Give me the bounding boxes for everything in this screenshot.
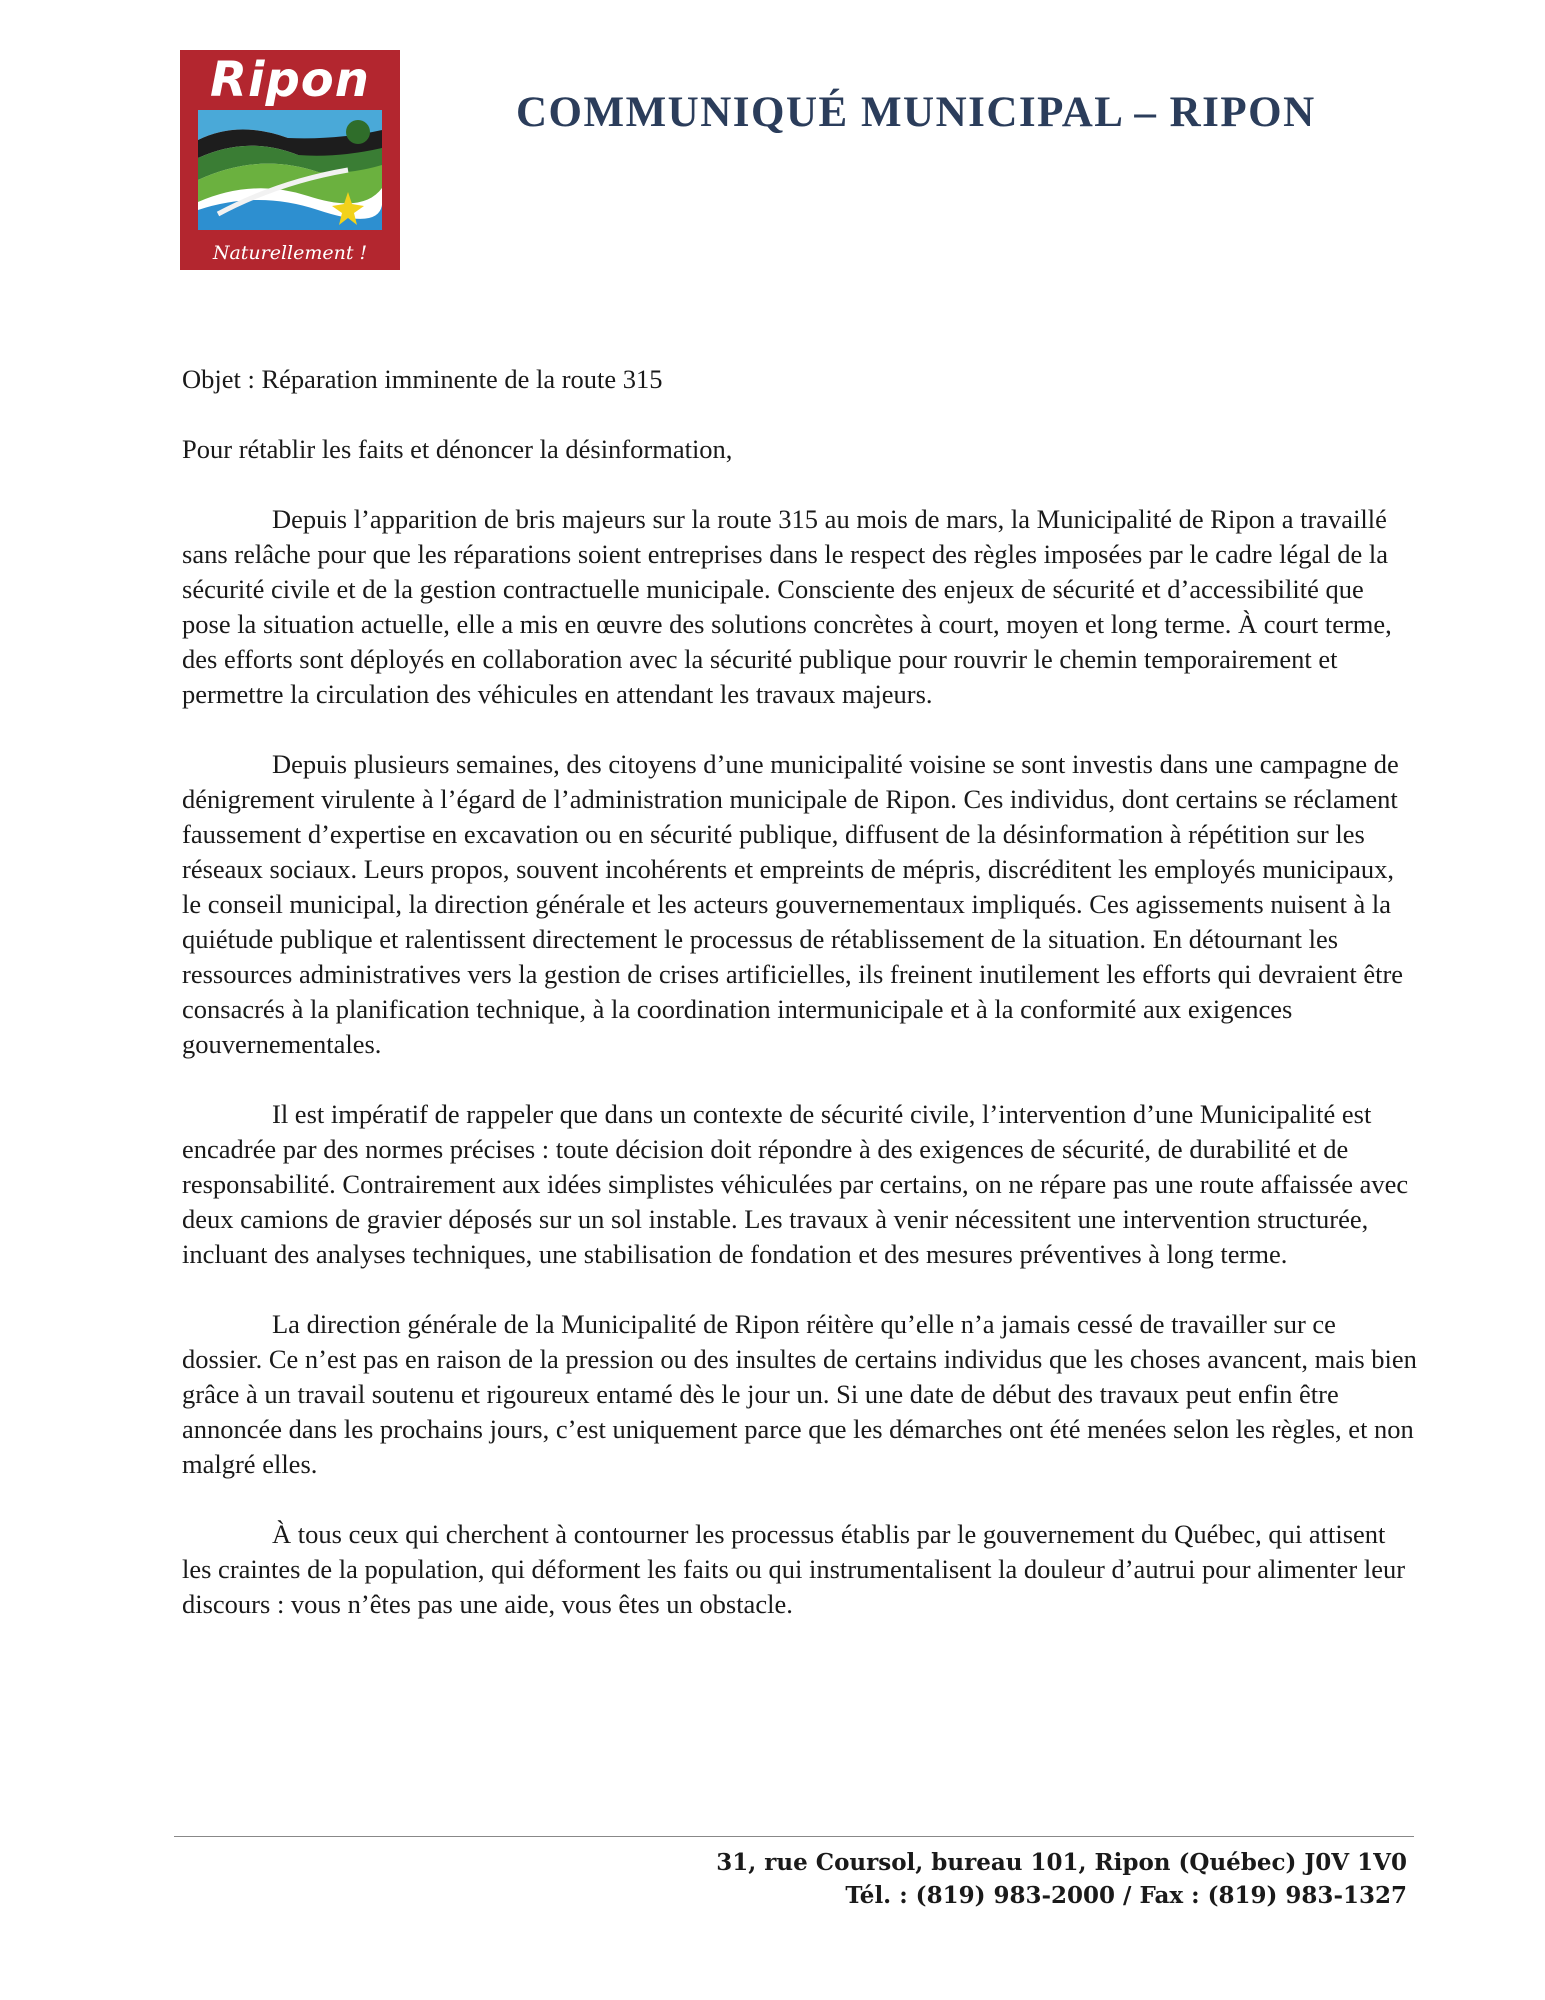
footer-contact [716, 1846, 1407, 1912]
footer-divider [174, 1836, 1414, 1837]
letter-paragraph: À tous ceux qui cherchent à contourner les processus établis par le gouvernement du Québec, qui attisent les craintes de la population, qui déforment les faits ou qui instrumentalisent la douleur d’autrui pour alimenter leur discours : vous n’êtes pas une aide, vous êtes un obstacle. [182, 1519, 1406, 1619]
logo-title: Ripon [210, 52, 370, 108]
letter-salutation: Pour rétablir les faits et dénoncer la désinformation, [182, 434, 733, 464]
page-title: COMMUNIQUÉ MUNICIPAL – RIPON [516, 89, 1316, 136]
municipal-logo [180, 50, 400, 270]
letter-paragraph: La direction générale de la Municipalité de Ripon réitère qu’elle n’a jamais cessé de travailler sur ce dossier. Ce n’est pas en raison de la pression ou des insultes de certains individus que les choses avancent, mais bien grâce à un travail soutenu et rigoureux entamé dès le jour un. Si une date de début des travaux peut enfin être annoncée dans les prochains jours, c’est uniquement parce que les démarches ont été menées selon les règles, et non malgré elles. [182, 1309, 1417, 1479]
letter-paragraph: Il est impératif de rappeler que dans un contexte de sécurité civile, l’intervention d’une Municipalité est encadrée par des normes précises : toute décision doit répondre à des exigences de sécurité, de durabilité et de responsabilité. Contrairement aux idées simplistes véhiculées par certains, on ne répare pas une route affaissée avec deux camions de gravier déposés sur un sol instable. Les travaux à venir nécessitent une intervention structurée, incluant des analyses techniques, une stabilisation de fondation et des mesures préventives à long terme. [182, 1099, 1409, 1269]
letter-paragraph: Depuis l’apparition de bris majeurs sur la route 315 au mois de mars, la Municipalité de Ripon a travaillé sans relâche pour que les réparations soient entreprises dans le respect des règles imposées par le cadre légal de la sécurité civile et de la gestion contractuelle municipale. Consciente des enjeux de sécurité et d’accessibilité que pose la situation actuelle, elle a mis en œuvre des solutions concrètes à court, moyen et long terme. À court terme, des efforts sont déployés en collaboration avec la sécurité publique pour rouvrir le chemin temporairement et permettre la circulation des véhicules en attendant les travaux majeurs. [182, 504, 1392, 709]
footer-address: 31, rue Coursol, bureau 101, Ripon (Québec) J0V 1V0 [716, 1849, 1407, 1876]
letter-subject: Objet : Réparation imminente de la route 315 [182, 364, 663, 394]
landscape-emblem-icon [198, 110, 382, 230]
letter-paragraph: Depuis plusieurs semaines, des citoyens d’une municipalité voisine se sont investis dans une campagne de dénigrement virulente à l’égard de l’administration municipale de Ripon. Ces individus, dont certains se réclament faussement d’expertise en excavation ou en sécurité publique, diffusent de la désinformation à répétition sur les réseaux sociaux. Leurs propos, souvent incohérents et empreints de mépris, discréditent les employés municipaux, le conseil municipal, la direction générale et les acteurs gouvernementaux impliqués. Ces agissements nuisent à la quiétude publique et ralentissent directement le processus de rétablissement de la situation. En détournant les ressources administratives vers la gestion de crises artificielles, ils freinent inutilement les efforts qui devraient être consacrés à la planification technique, à la coordination intermunicipale et à la conformité aux exigences gouvernementales. [182, 749, 1404, 1059]
letter-body [182, 362, 1418, 1657]
logo-slogan: Naturellement ! [212, 242, 368, 264]
footer-phone: Tél. : (819) 983-2000 / Fax : (819) 983-1327 [845, 1882, 1407, 1909]
